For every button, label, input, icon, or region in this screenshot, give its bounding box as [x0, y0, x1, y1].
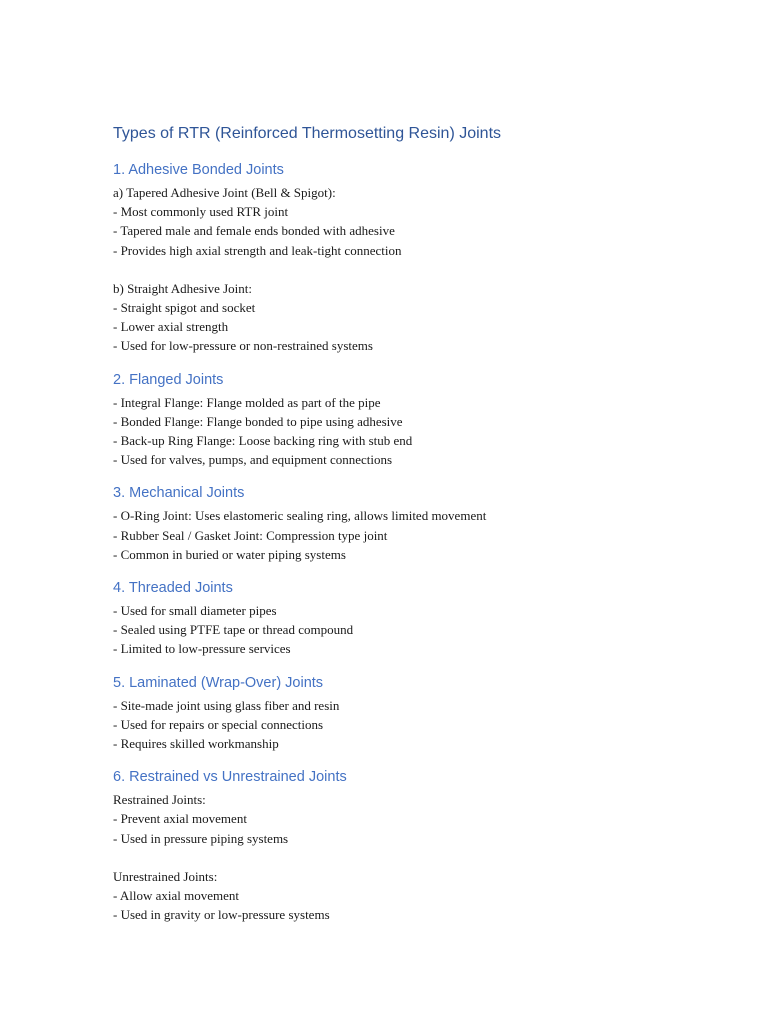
section-heading: 4. Threaded Joints — [113, 580, 233, 597]
text-line: - Used for low-pressure or non-restrained systems — [113, 338, 373, 354]
text-line: - Back-up Ring Flange: Loose backing ring with stub end — [113, 433, 413, 449]
text-line: - Straight spigot and socket — [113, 300, 256, 316]
text-line: - Bonded Flange: Flange bonded to pipe using adhesive — [113, 413, 403, 429]
text-line: b) Straight Adhesive Joint: — [113, 280, 253, 296]
text-line: - Prevent axial movement — [113, 811, 247, 827]
text-line: - Most commonly used RTR joint — [113, 204, 289, 220]
section-heading: 3. Mechanical Joints — [113, 485, 245, 502]
section-4 — [113, 578, 708, 659]
text-line: - Used in gravity or low-pressure systems — [113, 907, 330, 923]
line-group — [113, 393, 708, 470]
text-line: a) Tapered Adhesive Joint (Bell & Spigot): — [113, 185, 336, 200]
text-line: - Lower axial strength — [113, 319, 229, 335]
text-line: Restrained Joints: — [113, 792, 206, 808]
section-1 — [113, 160, 708, 356]
line-group — [113, 279, 708, 356]
text-line: - Requires skilled workmanship — [113, 736, 279, 752]
text-line: - Allow axial movement — [113, 888, 240, 904]
text-line: - Used for small diameter pipes — [113, 603, 277, 619]
section-6 — [113, 767, 708, 924]
text-line: - Used for repairs or special connections — [113, 716, 324, 732]
text-line: Unrestrained Joints: — [113, 868, 218, 884]
line-group — [113, 696, 708, 754]
text-line: - Tapered male and female ends bonded with adhesive — [113, 223, 395, 239]
section-heading: 5. Laminated (Wrap-Over) Joints — [113, 674, 324, 691]
section-heading: 6. Restrained vs Unrestrained Joints — [113, 769, 347, 786]
line-group — [113, 790, 708, 848]
line-group — [113, 183, 708, 260]
document-title: Types of RTR (Reinforced Thermosetting Resin) Joints — [113, 125, 502, 142]
section-5 — [113, 673, 708, 754]
text-line: - Sealed using PTFE tape or thread compound — [113, 622, 354, 638]
section-3 — [113, 483, 708, 564]
section-2 — [113, 370, 708, 470]
line-group — [113, 601, 708, 659]
text-line: - Rubber Seal / Gasket Joint: Compression type joint — [113, 527, 388, 543]
text-line: - Provides high axial strength and leak-tight connection — [113, 242, 402, 258]
text-line: - Used for valves, pumps, and equipment connections — [113, 452, 393, 468]
sections-container — [113, 160, 708, 924]
text-line: - Common in buried or water piping systems — [113, 546, 346, 562]
line-group — [113, 506, 708, 564]
text-line: - Used in pressure piping systems — [113, 830, 289, 846]
line-group — [113, 867, 708, 925]
text-line: - Site-made joint using glass fiber and resin — [113, 697, 340, 713]
text-line: - Integral Flange: Flange molded as part of the pipe — [113, 394, 381, 410]
text-line: - Limited to low-pressure services — [113, 641, 291, 657]
text-line: - O-Ring Joint: Uses elastomeric sealing ring, allows limited movement — [113, 508, 487, 524]
section-heading: 1. Adhesive Bonded Joints — [113, 162, 284, 178]
section-heading: 2. Flanged Joints — [113, 371, 224, 388]
